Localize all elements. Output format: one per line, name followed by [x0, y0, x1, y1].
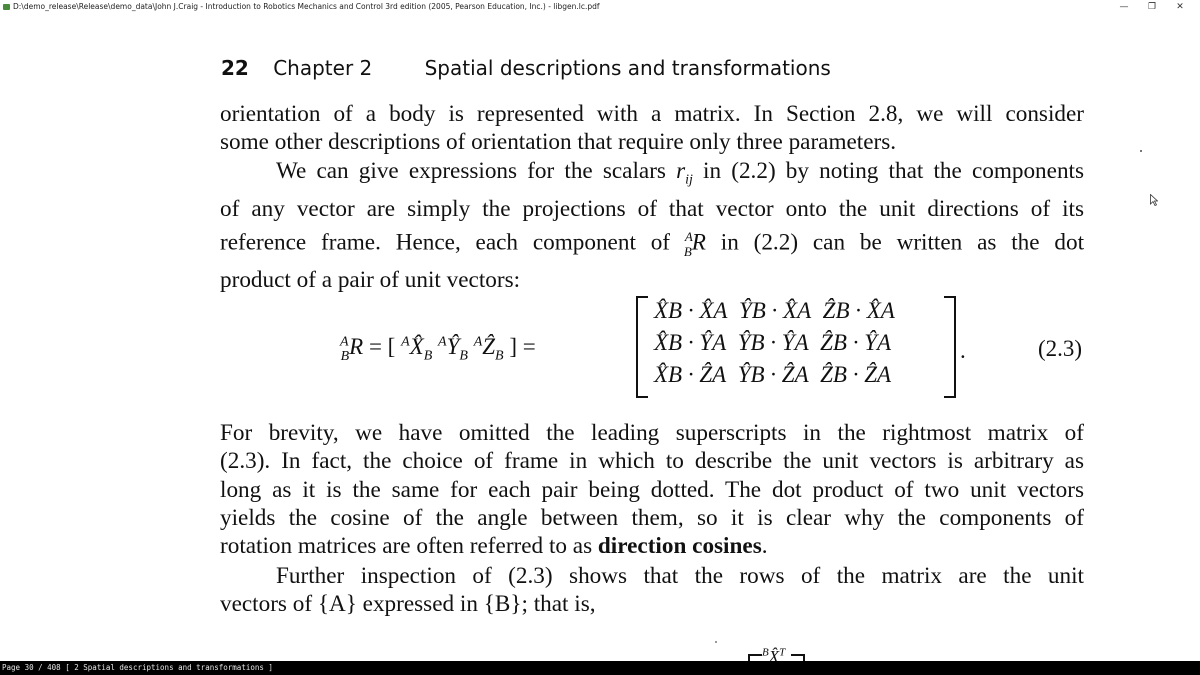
text-line: (2.3). In fact, the choice of frame in which to describe the unit vectors is arbitrary as [220, 448, 1084, 475]
equation-2-3 [340, 290, 1100, 410]
speck [1140, 150, 1142, 152]
maximize-button[interactable]: ❐ [1147, 2, 1157, 12]
paragraph-2 [220, 157, 1084, 294]
matrix-row-1: X̂B · X̂A ŶB · X̂A ẐB · X̂A [654, 298, 895, 323]
text-line: reference frame. Hence, each component of $^A_B$R in (2.2) can be written as the dot [220, 229, 1085, 259]
text-span: We can give expressions for the scalars [276, 158, 677, 184]
section-title: Spatial descriptions and transformations [424, 56, 831, 80]
close-button[interactable]: ✕ [1176, 2, 1184, 12]
text-line [220, 532, 1084, 560]
pdf-page[interactable] [0, 14, 1200, 661]
partial-next-equation: $^B$X̂$^T$ [748, 646, 805, 661]
text-line: Further inspection of (2.3) shows that the rows of the matrix are the unit [276, 563, 1084, 589]
text-line: product of a pair of unit vectors: [220, 266, 521, 293]
matrix-bracket-right [944, 296, 956, 398]
text-line: orientation of a body is represented with a matrix. In Section 2.8, we will consider [220, 101, 1084, 127]
title-bar [0, 0, 1200, 14]
text-line: long as it is the same for each pair being dotted. The dot product of two unit vectors [220, 476, 1084, 503]
text-span: in (2.2) by noting that the components [692, 158, 1084, 184]
app-icon [3, 4, 10, 10]
text-span: in (2.2) can be written as the dot [705, 229, 1085, 256]
matrix-row-3: X̂B · ẐA ŶB · ẐA ẐB · ẐA [654, 362, 892, 387]
equation-period: . [960, 338, 966, 363]
paragraph-1 [220, 100, 1084, 157]
equation-number: (2.3) [1038, 336, 1083, 361]
minimize-button[interactable]: — [1119, 2, 1129, 12]
page-header [221, 56, 831, 80]
speck [715, 641, 717, 643]
text-line: For brevity, we have omitted the leading superscripts in the rightmost matrix of [220, 420, 1084, 446]
page-indicator: Page 30 / 408 [ 2 Spatial descriptions and transformations ] [2, 663, 273, 672]
chapter-label: Chapter 2 [273, 56, 373, 80]
matrix-row-2: X̂B · ŶA ŶB · ŶA ẐB · ŶA [654, 330, 892, 355]
text-span: rotation matrices are often referred to as [220, 533, 598, 560]
mouse-cursor-icon [1150, 194, 1158, 206]
text-line: some other descriptions of orientation that require only three parameters. [220, 129, 897, 156]
page-number: 22 [221, 56, 249, 80]
text-span: reference frame. Hence, each component of [220, 229, 685, 256]
window-title: D:\demo_release\Release\demo_data\John J.Craig - Introduction to Robotics Mechanics and Control 3rd edition (2005, Pearson Education, Inc.) - libgen.lc.pdf [13, 2, 600, 11]
equation-lhs: $^A_B$R = [ $^AX̂_B$ $^AŶ_B$ $^A$Ẑ$_B$ ] = [340, 334, 536, 364]
rotation-matrix [636, 290, 956, 404]
text-line: vectors of {A} expressed in {B}; that is, [220, 591, 596, 618]
window-controls [1110, 0, 1194, 14]
sub-ij: ij [685, 172, 693, 188]
text-line: yields the cosine of the angle between them, so it is clear why the components of [220, 504, 1084, 531]
bold-term: direction cosines [597, 533, 762, 560]
text-span: . [761, 533, 768, 560]
var-r: r [676, 158, 686, 184]
text-line: of any vector are simply the projections of that vector onto the unit directions of its [220, 195, 1084, 222]
matrix-bracket-left [636, 296, 648, 398]
paragraph-3 [220, 419, 1084, 560]
status-bar [0, 661, 1200, 675]
paragraph-4 [220, 562, 1084, 619]
text-line [220, 157, 1084, 195]
